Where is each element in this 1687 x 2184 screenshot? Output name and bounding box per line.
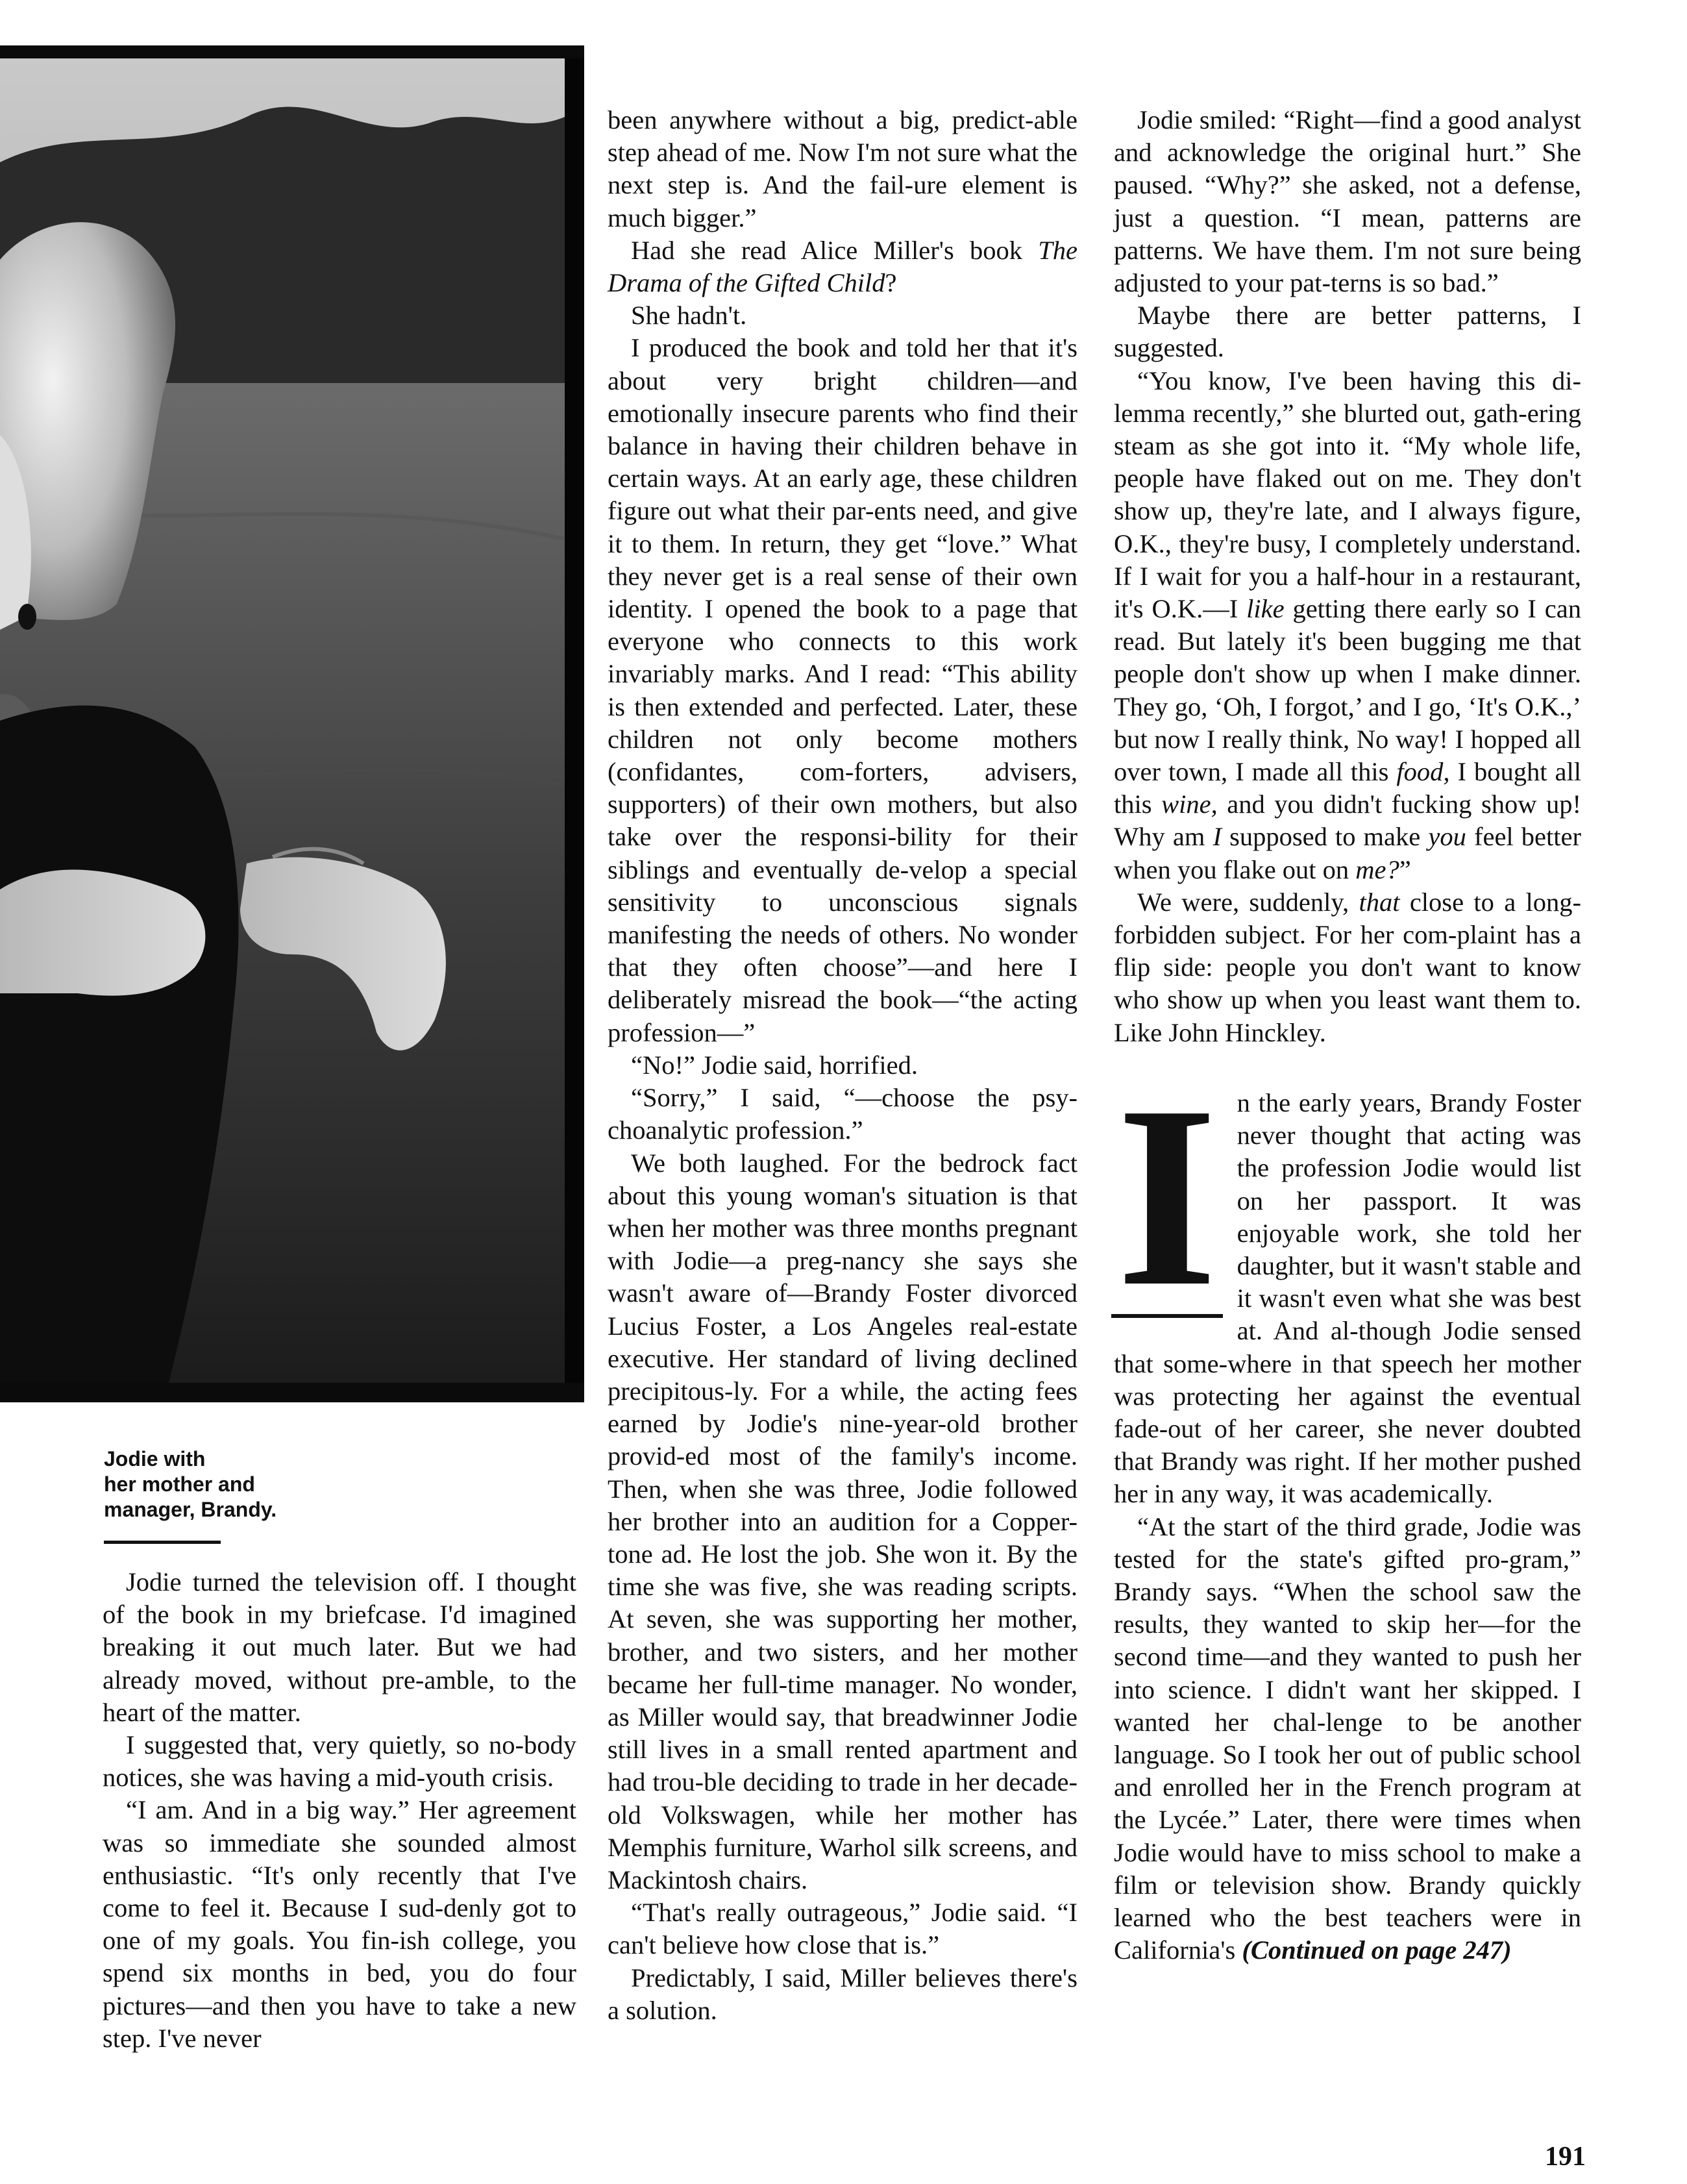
caption-line: her mother and: [104, 1472, 255, 1496]
paragraph: [1114, 886, 1581, 1049]
paragraph: Jodie turned the television off. I thought of the book in my briefcase. I'd imagined breaking it out much later. But we had already moved, without pre-amble, to the heart of the matter.: [103, 1567, 576, 1727]
emphasis: like: [1246, 594, 1285, 624]
section-start: [1114, 1052, 1581, 1511]
paragraph: “That's really outrageous,” Jodie said. “I can't believe how close that is.”: [608, 1898, 1077, 1960]
portrait-photo-graphic: [0, 45, 584, 1402]
text-column-left: [103, 1566, 576, 2055]
text-run: ”: [1399, 854, 1411, 884]
portrait-photo: [0, 45, 584, 1402]
paragraph: Maybe there are better patterns, I suggested.: [1114, 301, 1581, 363]
text-column-right: [1114, 104, 1581, 1967]
emphasis: wine,: [1161, 789, 1218, 819]
text-run: “At the start of the third grade, Jodie was tested for the state's gifted pro-gram,” Brandy says. “When the school saw the results, they wanted to skip her—for the second time—and they wanted to push her into science. I didn't want her skipped. I wanted her chal-lenge to be another language. So I took her out of public school and enrolled her in the French program at the Lycée.” Later, there were times when Jodie would have to miss school to make a film or television show. Brandy quickly learned who the best teachers were in California's: [1114, 1511, 1581, 1965]
continued-note: (Continued on page 247): [1242, 1935, 1512, 1965]
emphasis: I: [1213, 822, 1222, 852]
paragraph: She hadn't.: [631, 301, 747, 330]
text-run: getting there early so I can read. But lately it's been bugging me that people don't show up when I make dinner. They go, ‘Oh, I forgot,’ and I go, ‘It's O.K.,’ but now I really think, No way! I hopped all over town, I made all this: [1114, 594, 1581, 787]
paragraph: Predictably, I said, Miller believes there's a solution.: [608, 1963, 1077, 2025]
paragraph: We both laughed. For the bedrock fact about this young woman's situation is that when her mother was three months pregnant with Jodie—a preg-nancy she says she wasn't aware of—Brandy Foster divorced Lucius Foster, a Los Angeles real-estate executive. Her standard of living declined precipitous-ly. For a while, the acting fees earned by Jodie's nine-year-old brother provid-ed most of the family's income. Then, when she was three, Jodie followed her brother into an audition for a Copper-tone ad. He lost the job. She won it. By the time she was five, she was reading scripts. At seven, she was supporting her mother, brother, and two sisters, and her mother became her full-time manager. No wonder, as Miller would say, that breadwinner Jodie still lives in a small rented apartment and had trou-ble deciding to trade in her decade-old Volkswagen, while her mother has Memphis furniture, Warhol silk screens, and Mackintosh chairs.: [608, 1148, 1077, 1894]
text-run: and you didn't fucking show up! Why am: [1114, 789, 1581, 852]
emphasis: you: [1428, 822, 1466, 852]
text-run: supposed to make: [1221, 822, 1429, 852]
paragraph: Jodie smiled: “Right—find a good analyst and acknowledge the original hurt.” She paused. “Why?” she asked, not a defense, just a question. “I mean, patterns are patterns. We have them. I'm not sure being adjusted to your pat-terns is so bad.”: [1114, 105, 1581, 298]
text-run: ?: [885, 268, 897, 298]
text-run: We were, suddenly,: [1137, 887, 1359, 917]
paragraph: “I am. And in a big way.” Her agreement was so immediate she sounded almost enthusiastic. “It's only recently that I've come to feel it. Because I sud-denly got to one of my goals. You fin-ish college, you spend six months in bed, you do four pictures—and then you have to take a new step. I've never: [103, 1795, 576, 2053]
text-column-middle: [608, 104, 1077, 2027]
paragraph: “No!” Jodie said, horrified.: [631, 1050, 918, 1080]
paragraph: I produced the book and told her that it's about very bright children—and emotionally insecure parents who find their balance in having their children behave in certain ways. At an early age, these children figure out what their par-ents need, and give it to them. In return, they get “love.” What they never get is a real sense of their own identity. I opened the book to a page that everyone who connects to this work invariably marks. And I read: “This ability is then extended and perfected. Later, these children not only become mothers (confidantes, com-forters, advisers, supporters) of their own mothers, but also take over the responsi-bility for their siblings and eventually de-velop a special sensitivity to unconscious signals manifesting the needs of others. No wonder that they often choose”—and here I deliberately misread the book—“the acting profession—”: [608, 333, 1077, 1047]
paragraph: [1114, 365, 1581, 886]
paragraph: been anywhere without a big, predict-able step ahead of me. Now I'm not sure what the next step is. And the fail-ure element is much bigger.”: [608, 105, 1077, 232]
caption-rule: [104, 1541, 221, 1544]
caption-line: Jodie with: [104, 1447, 206, 1470]
paragraph: I suggested that, very quietly, so no-body notices, she was having a mid-youth crisis.: [103, 1730, 576, 1793]
paragraph: n the early years, Brandy Foster never thought that acting was the profession Jodie would list on her passport. It was enjoyable work, she told her daughter, but it wasn't stable and it wasn't even what she was best at. And al-though Jodie sensed that some-where in that speech her mother was protecting her against the eventual fade-out of her career, she never doubted that Brandy was right. If her mother pushed her in any way, it was academically.: [1114, 1087, 1581, 1509]
page-number: 191: [1545, 2142, 1586, 2172]
text-run: feel better when you flake out on: [1114, 822, 1581, 884]
caption-line: manager, Brandy.: [104, 1498, 277, 1521]
drop-cap: I: [1111, 1089, 1223, 1318]
text-run: “You know, I've been having this di-lemma recently,” she blurted out, gath-ering steam as she got into it. “My whole life, people have flaked out on me. They don't show up, they're late, and I always figure, O.K., they're busy, I completely understand. If I wait for you a half-hour in a restaurant, it's O.K.—I: [1114, 366, 1581, 624]
emphasis: that: [1359, 887, 1400, 917]
book-title: The Drama of the Gifted Child: [608, 235, 1077, 298]
paragraph: [1114, 1511, 1581, 1967]
emphasis: me?: [1355, 854, 1399, 884]
photo-caption: [104, 1446, 325, 1522]
paragraph: “Sorry,” I said, “—choose the psy-choanalytic profession.”: [608, 1083, 1077, 1145]
text-run: Had she read Alice Miller's book: [631, 235, 1039, 265]
text-run: close to a long-forbidden subject. For her com-plaint has a flip side: people you don't want to know who show up when you least want them to. Like John Hinckley.: [1114, 887, 1581, 1047]
paragraph: [608, 234, 1077, 299]
emphasis: food,: [1396, 757, 1450, 787]
text-run: I bought all this: [1114, 757, 1581, 819]
